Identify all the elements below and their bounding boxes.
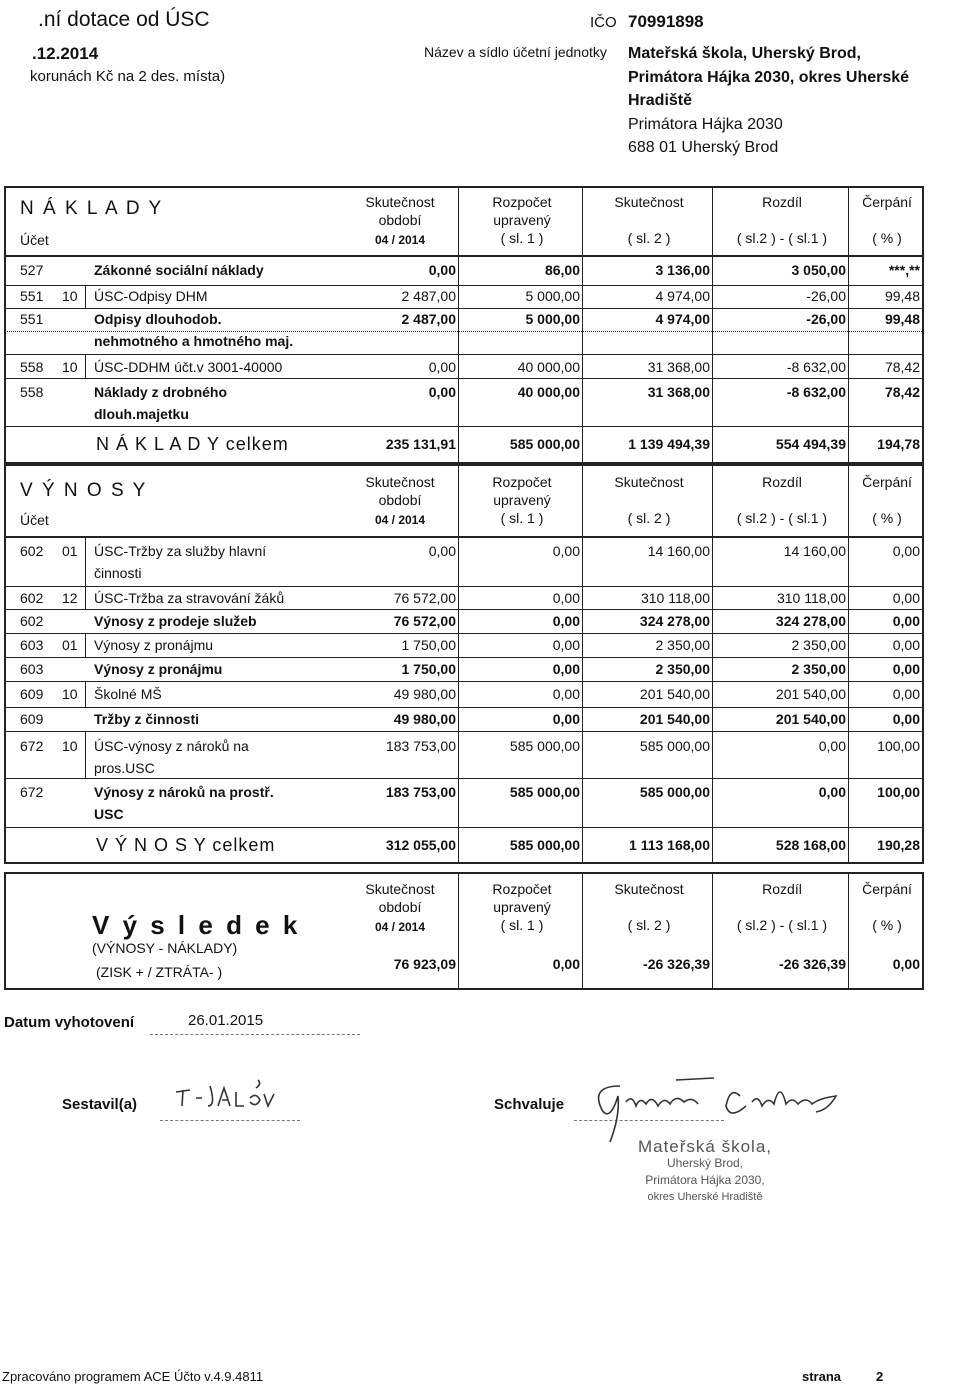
- entity-name: Mateřská škola, Uherský Brod, Primátora Hájka 2030, okres Uherské Hradiště Primátora Hájka 2030 688 01 Uherský Brod: [628, 45, 910, 156]
- table-row-value-col2: 31 368,00: [647, 359, 710, 375]
- vysledek-col-header-skutecnost: Skutečnost ( sl. 2 ): [614, 881, 684, 933]
- vynosy-total-label: V Ý N O S Y celkem: [96, 835, 276, 855]
- table-row-value-col3: 324 278,00: [775, 613, 846, 629]
- table-row-value-col4: 78,42: [884, 359, 920, 375]
- table-row-account: 527: [20, 262, 44, 278]
- table-row-subaccount: 12: [62, 590, 78, 606]
- table-row-value-col4: 99,48: [884, 311, 920, 327]
- table-row-value-col2: 2 350,00: [655, 661, 710, 677]
- table-row-name: ÚSC-Odpisy DHM: [94, 288, 208, 304]
- table-row-value-col3: 2 350,00: [791, 637, 846, 653]
- vysledek-value-col3: -26 326,39: [779, 956, 846, 972]
- table-row-value-col3: 0,00: [818, 738, 846, 754]
- ico-label: IČO: [590, 14, 617, 31]
- table-row-value-col2: 3 136,00: [655, 262, 710, 278]
- vynosy-ucet-label: Účet: [20, 512, 49, 528]
- col-header-cerpani: Čerpání ( % ): [862, 194, 912, 246]
- vysledek-value-col0: 76 923,09: [393, 956, 456, 972]
- table-row-value-col1: 0,00: [552, 613, 580, 629]
- table-row-account: 672: [20, 738, 44, 754]
- vynosy-total-value-col2: 1 113 168,00: [629, 837, 710, 853]
- naklady-title: N Á K L A D Y: [20, 198, 164, 219]
- table-row-value-col1: 585 000,00: [509, 738, 580, 754]
- table-row-name: Výnosy z prodeje služeb: [94, 613, 257, 629]
- table-row-name: Výnosy z nároků na prostř.: [94, 784, 274, 800]
- table-row-value-col1: 0,00: [552, 711, 580, 727]
- table-row-subaccount: 01: [62, 637, 78, 653]
- table-row-name: nehmotného a hmotného maj.: [94, 333, 294, 349]
- program-note: Zpracováno programem ACE Účto v.4.9.4811: [2, 1369, 264, 1384]
- table-row-value-col1: 585 000,00: [509, 784, 580, 800]
- table-row-value-col4: 100,00: [877, 784, 920, 800]
- table-row-name: USC: [94, 806, 124, 822]
- table-row-account: 603: [20, 661, 44, 677]
- table-row-account: 603: [20, 637, 44, 653]
- vynosy-col-header-cerpani: Čerpání ( % ): [862, 474, 912, 526]
- vynosy-col-header-rozdil: Rozdíl ( sl.2 ) - ( sl.1 ): [736, 474, 828, 526]
- naklady-total-value-col1: 585 000,00: [509, 436, 580, 452]
- vysledek-line1: (VÝNOSY - NÁKLADY): [92, 940, 238, 956]
- vysledek-col-header-skut-obdobi: Skutečnost období 04 / 2014: [365, 881, 435, 934]
- table-row-account: 672: [20, 784, 44, 800]
- table-row-value-col0: 76 572,00: [393, 590, 456, 606]
- naklady-total-value-col2: 1 139 494,39: [628, 436, 710, 452]
- vynosy-total-value-col0: 312 055,00: [385, 837, 456, 853]
- table-row-value-col1: 5 000,00: [525, 311, 580, 327]
- vynosy-total-value-col3: 528 168,00: [775, 837, 846, 853]
- table-row-name: Tržby z činnosti: [94, 711, 200, 727]
- naklady-ucet-label: Účet: [20, 232, 49, 248]
- table-row-value-col1: 0,00: [552, 590, 580, 606]
- report-units: korunách Kč na 2 des. místa): [30, 68, 226, 85]
- table-row-value-col3: -26,00: [806, 311, 846, 327]
- table-row-value-col0: 2 487,00: [401, 311, 456, 327]
- table-row-value-col0: 0,00: [428, 262, 456, 278]
- vysledek-line2: (ZISK + / ZTRÁTA- ): [96, 964, 223, 980]
- table-row-value-col0: 0,00: [428, 543, 456, 559]
- table-row-value-col0: 183 753,00: [385, 738, 456, 754]
- table-row-value-col3: 14 160,00: [783, 543, 846, 559]
- table-row-account: 609: [20, 686, 44, 702]
- vysledek-value-col2: -26 326,39: [643, 956, 710, 972]
- table-row-value-col2: 201 540,00: [639, 686, 710, 702]
- vysledek-col-header-rozdil: Rozdíl ( sl.2 ) - ( sl.1 ): [736, 881, 828, 933]
- report-date: .12.2014: [32, 44, 99, 63]
- table-row-value-col2: 310 118,00: [640, 590, 710, 606]
- vynosy-title: V Ý N O S Y: [20, 480, 148, 501]
- table-row-value-col3: 201 540,00: [775, 711, 846, 727]
- vysledek-col-header-cerpani: Čerpání ( % ): [862, 881, 912, 933]
- table-row-value-col0: 183 753,00: [385, 784, 456, 800]
- table-row-value-col3: -8 632,00: [786, 359, 846, 375]
- table-row-value-col4: 100,00: [877, 738, 920, 754]
- table-row-value-col2: 585 000,00: [639, 784, 710, 800]
- table-row-value-col4: 0,00: [892, 637, 920, 653]
- table-row-value-col3: 2 350,00: [791, 661, 846, 677]
- table-row-account: 558: [20, 359, 44, 375]
- table-row-value-col4: 0,00: [892, 613, 920, 629]
- table-row-name: Odpisy dlouhodob.: [94, 311, 222, 327]
- table-row-name: Zákonné sociální náklady: [94, 262, 264, 278]
- vynosy-total-value-col4: 190,28: [877, 837, 920, 853]
- table-row-value-col1: 0,00: [552, 686, 580, 702]
- table-row-value-col4: 78,42: [884, 384, 920, 400]
- table-row-subaccount: 10: [62, 686, 78, 702]
- table-row-value-col2: 14 160,00: [647, 543, 710, 559]
- table-row-name: ÚSC-Tržby za služby hlavní: [94, 543, 267, 559]
- table-row-value-col0: 2 487,00: [401, 288, 456, 304]
- table-row-name: Náklady z drobného: [94, 384, 228, 400]
- strana-label: strana: [802, 1369, 842, 1384]
- table-row-value-col0: 1 750,00: [401, 661, 456, 677]
- strana-value: 2: [876, 1369, 884, 1384]
- table-row-value-col4: 0,00: [892, 686, 920, 702]
- naklady-total-value-col3: 554 494,39: [775, 436, 846, 452]
- table-row-value-col3: -8 632,00: [786, 384, 846, 400]
- table-row-value-col2: 324 278,00: [639, 613, 710, 629]
- col-header-skutecnost: Skutečnost ( sl. 2 ): [614, 194, 684, 246]
- table-row-account: 551: [20, 311, 44, 327]
- table-row-name: pros.USC: [94, 760, 155, 776]
- vysledek-col-header-rozpocet: Rozpočet upravený ( sl. 1 ): [492, 881, 552, 933]
- table-row-value-col1: 0,00: [552, 543, 580, 559]
- table-row-value-col1: 5 000,00: [525, 288, 580, 304]
- table-row-value-col2: 2 350,00: [655, 637, 710, 653]
- table-row-value-col0: 1 750,00: [401, 637, 456, 653]
- table-row-value-col2: 4 974,00: [655, 311, 710, 327]
- table-row-account: 602: [20, 590, 44, 606]
- table-row-subaccount: 10: [62, 738, 78, 754]
- stamp: Mateřská škola, Uherský Brod, Primátora Hájka 2030, okres Uherské Hradiště: [637, 1137, 773, 1203]
- vysledek-value-col4: 0,00: [892, 956, 920, 972]
- vynosy-col-header-skut-obdobi: Skutečnost období 04 / 2014: [365, 474, 435, 527]
- col-header-rozpocet: Rozpočet upravený ( sl. 1 ): [492, 194, 552, 246]
- table-row-value-col0: 0,00: [428, 359, 456, 375]
- table-row-value-col2: 201 540,00: [639, 711, 710, 727]
- schvaluje-label: Schvaluje: [494, 1096, 565, 1113]
- table-row-value-col0: 76 572,00: [393, 613, 456, 629]
- datum-value: 26.01.2015: [188, 1012, 264, 1029]
- table-row-subaccount: 01: [62, 543, 78, 559]
- table-row-name: činnosti: [94, 565, 142, 581]
- sestavil-label: Sestavil(a): [62, 1096, 138, 1113]
- vysledek-title: V ý s l e d e k: [92, 910, 301, 940]
- sestavil-signature-icon: [170, 1072, 280, 1114]
- table-row-name: ÚSC-DDHM účt.v 3001-40000: [94, 359, 283, 375]
- table-row-value-col2: 585 000,00: [639, 738, 710, 754]
- datum-label: Datum vyhotovení: [4, 1014, 135, 1031]
- table-row-value-col1: 86,00: [544, 262, 580, 278]
- table-row-value-col0: 49 980,00: [393, 711, 456, 727]
- vynosy-col-header-skutecnost: Skutečnost ( sl. 2 ): [614, 474, 684, 526]
- table-row-value-col1: 40 000,00: [517, 384, 580, 400]
- report-title: .ní dotace od ÚSC: [38, 8, 210, 31]
- table-row-subaccount: 10: [62, 359, 78, 375]
- table-row-subaccount: 10: [62, 288, 78, 304]
- col-header-rozdil: Rozdíl ( sl.2 ) - ( sl.1 ): [736, 194, 828, 246]
- vysledek-value-col1: 0,00: [552, 956, 580, 972]
- table-row-value-col1: 40 000,00: [517, 359, 580, 375]
- table-row-name: Výnosy z pronájmu: [94, 661, 223, 677]
- table-row-name: Školné MŠ: [94, 686, 162, 702]
- table-row-value-col2: 31 368,00: [647, 384, 710, 400]
- table-row-value-col4: 0,00: [892, 661, 920, 677]
- table-row-value-col2: 4 974,00: [655, 288, 710, 304]
- table-row-name: ÚSC-výnosy z nároků na: [94, 738, 249, 754]
- naklady-total-value-col0: 235 131,91: [385, 436, 456, 452]
- table-row-account: 602: [20, 543, 44, 559]
- table-row-value-col3: 310 118,00: [776, 590, 846, 606]
- table-row-name: Výnosy z pronájmu: [94, 637, 214, 653]
- entity-name-label: Název a sídlo účetní jednotky: [424, 44, 607, 60]
- table-row-value-col3: 0,00: [818, 784, 846, 800]
- table-row-value-col4: 0,00: [892, 543, 920, 559]
- table-row-account: 551: [20, 288, 44, 304]
- table-row-account: 602: [20, 613, 44, 629]
- table-row-value-col4: 0,00: [892, 711, 920, 727]
- col-header-skut-obdobi: Skutečnost období 04 / 2014: [365, 194, 435, 247]
- table-row-value-col4: 0,00: [892, 590, 920, 606]
- table-row-value-col1: 0,00: [552, 637, 580, 653]
- table-row-value-col4: ***,**: [888, 262, 920, 278]
- table-row-value-col3: 3 050,00: [791, 262, 846, 278]
- naklady-total-label: N Á K L A D Y celkem: [96, 434, 289, 454]
- table-row-account: 558: [20, 384, 44, 400]
- vynosy-total-value-col1: 585 000,00: [509, 837, 580, 853]
- table-row-value-col1: 0,00: [552, 661, 580, 677]
- table-row-account: 609: [20, 711, 44, 727]
- table-row-value-col4: 99,48: [884, 288, 920, 304]
- vynosy-col-header-rozpocet: Rozpočet upravený ( sl. 1 ): [492, 474, 552, 526]
- naklady-total-value-col4: 194,78: [877, 436, 920, 452]
- table-row-value-col0: 0,00: [428, 384, 456, 400]
- table-row-name: dlouh.majetku: [94, 406, 189, 422]
- table-row-value-col0: 49 980,00: [393, 686, 456, 702]
- schvaluje-signature-icon: [580, 1066, 870, 1146]
- ico-value: 70991898: [628, 12, 704, 31]
- table-row-name: ÚSC-Tržba za stravování žáků: [94, 590, 285, 606]
- table-row-value-col3: 201 540,00: [775, 686, 846, 702]
- table-row-value-col3: -26,00: [806, 288, 846, 304]
